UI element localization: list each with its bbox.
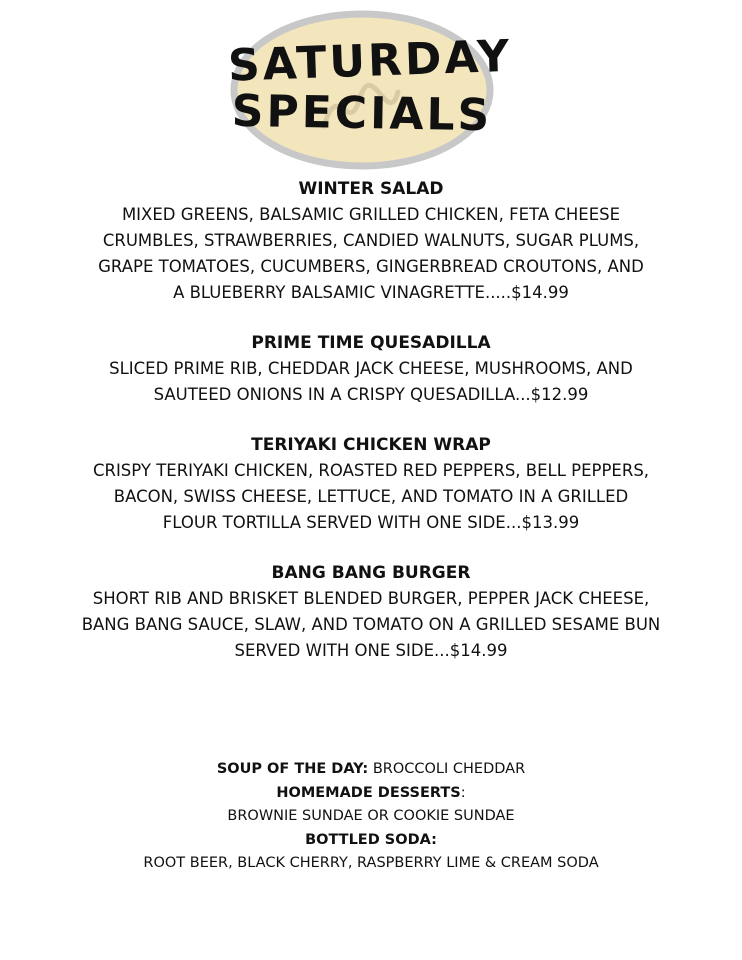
- soda-label: BOTTLED SODA:: [305, 831, 437, 848]
- logo-line-1: SATURDAY: [227, 30, 513, 92]
- soda-value: ROOT BEER, BLACK CHERRY, RASPBERRY LIME & CREAM SODA: [143, 855, 599, 871]
- logo: [227, 8, 513, 172]
- item-name: PRIME TIME QUESADILLA: [251, 333, 491, 353]
- menu-item-winter-salad: [30, 176, 712, 306]
- desserts-label: HOMEMADE DESSERTS: [276, 784, 461, 801]
- desserts-value: BROWNIE SUNDAE OR COOKIE SUNDAE: [227, 808, 515, 824]
- item-description: SHORT RIB AND BRISKET BLENDED BURGER, PEPPER JACK CHEESE, BANG BANG SAUCE, SLAW, AND TOMATO ON A GRILLED SESAME BUN SERVED WITH ONE SIDE...$14.99: [81, 589, 661, 660]
- item-description: CRISPY TERIYAKI CHICKEN, ROASTED RED PEPPERS, BELL PEPPERS, BACON, SWISS CHEESE, LETTUCE, AND TOMATO IN A GRILLED FLOUR TORTILLA SERVED WITH ONE SIDE...$13.99: [92, 461, 650, 532]
- menu-item-bang-bang-burger: [30, 560, 712, 664]
- item-name: BANG BANG BURGER: [271, 563, 471, 583]
- soup-line: [30, 758, 712, 782]
- soup-label: SOUP OF THE DAY:: [216, 761, 369, 777]
- menu-item-prime-time-quesadilla: [30, 330, 712, 408]
- specials-menu: [30, 176, 712, 688]
- desserts-colon: :: [460, 784, 466, 801]
- item-description: MIXED GREENS, BALSAMIC GRILLED CHICKEN, FETA CHEESE CRUMBLES, STRAWBERRIES, CANDIED WALNUTS, SUGAR PLUMS, GRAPE TOMATOES, CUCUMBERS, GINGERBREAD CROUTONS, AND A BLUEBERRY BALSAMIC VINAGRETTE.....$14.99: [98, 205, 644, 302]
- item-name: TERIYAKI CHICKEN WRAP: [251, 435, 491, 455]
- item-description: SLICED PRIME RIB, CHEDDAR JACK CHEESE, MUSHROOMS, AND SAUTEED ONIONS IN A CRISPY QUESADILLA...$12.99: [109, 359, 633, 404]
- desserts-heading: [30, 782, 712, 806]
- logo-title: [227, 30, 513, 142]
- extras-section: [30, 758, 712, 876]
- logo-line-2: SPECIALS: [231, 85, 493, 142]
- menu-item-teriyaki-chicken-wrap: [30, 432, 712, 536]
- item-name: WINTER SALAD: [298, 179, 444, 199]
- soup-value: BROCCOLI CHEDDAR: [368, 761, 526, 777]
